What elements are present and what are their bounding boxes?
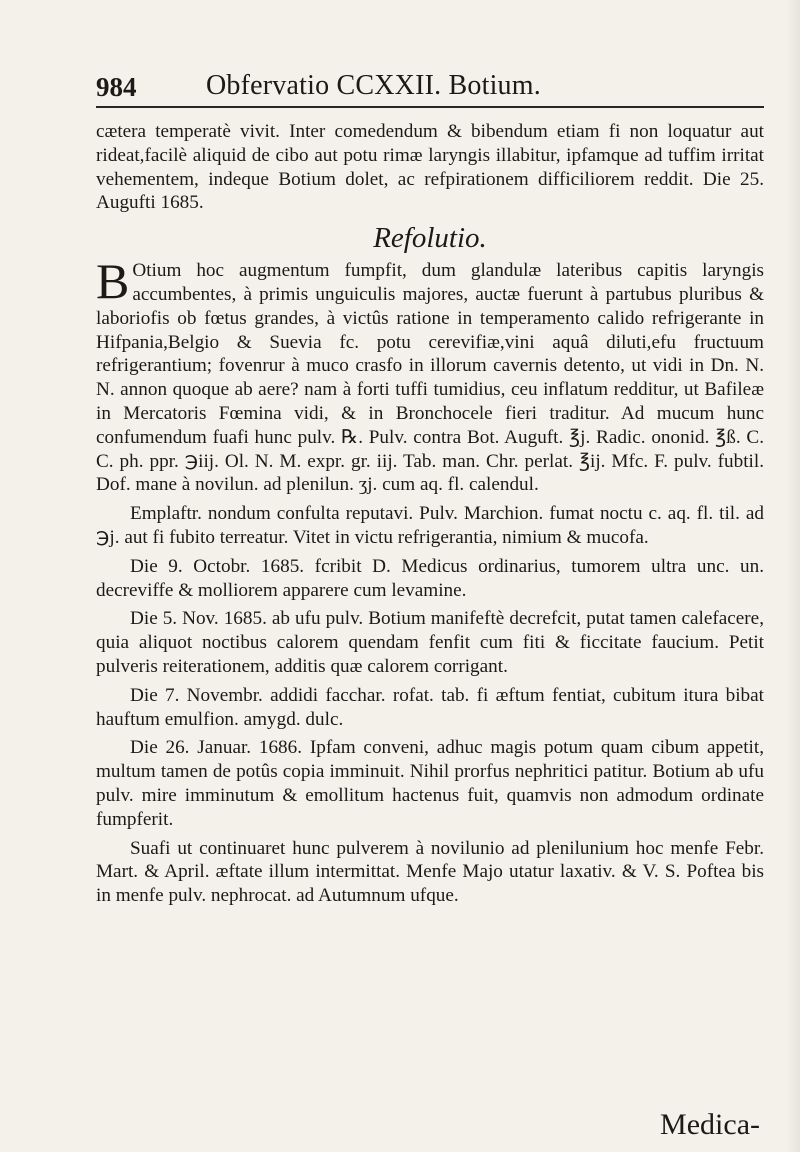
paragraph-emplastrum: Emplaftr. nondum confulta reputavi. Pulv. Marchion. fumat noctu c. aq. fl. til. ad ℈j. aut fi fubito terreatur. Vitet in victu refrigerantia, nimium & mucofa. — [96, 503, 764, 548]
body-text — [96, 120, 764, 908]
page-number: 984 — [96, 72, 137, 102]
paragraph-november-7: Die 7. Novembr. addidi facchar. rofat. tab. fi æftum fentiat, cubitum itura bibat hauftum emulfion. amygd. dulc. — [96, 684, 764, 730]
paragraph-resolutio-text: Otium hoc augmentum fumpfit, dum glandulæ lateribus capitis laryngis accumbentes, à primis unguiculis majores, auctæ fuerunt à partubus pluribus & laboriofis ob fœtus grandes, à victûs ratione in temperamento calido refrigerante in Hifpania,Belgio & Suevia fc. potu cerevifiæ,vini aquâ diluti,efu fructuum refrigerantium; fovenrur à muco crasfo in illorum cavernis detento, ut vidi in Dn. N. N. annon quoque ab aere? nam à forti tuffi tumidius, ceu inflatum redditur, ut Bafileæ in Mercatoris Fœmina vidi, & in Bronchocele fieri traditur. Ad mucum hunc confumendum fuafi hunc pulv. ℞. Pulv. contra Bot. Auguft. ℥j. Radic. ononid. ℥ß. C. C. ph. ppr. ℈iij. Ol. N. M. expr. gr. iij. Tab. man. Chr. perlat. ℥ij. Mfc. F. pulv. fubtil. Dof. mane à novilun. ad plenilun. ʒj. cum aq. fl. calendul. — [96, 260, 764, 496]
paragraph-january: Die 26. Januar. 1686. Ipfam conveni, adhuc magis potum quam cibum appetit, multum tamen de potûs copia imminuit. Nihil prorfus nephritici patitur. Botium ab ufu pulv. mire imminutum & emollitum hactenus fuit, quamvis non admodum ordinate fumpferit. — [96, 737, 764, 830]
paragraph-november-5: Die 5. Nov. 1685. ab ufu pulv. Botium manifeftè decrefcit, putat tamen calefacere, quia aliquot noctibus calorem quendam fenfit cum fiti & ficcitate faucium. Petit pulveris reiterationem, additis quæ calorem corrigant. — [96, 608, 764, 677]
paragraph-advice: Suafi ut continuaret hunc pulverem à novilunio ad plenilunium hoc menfe Febr. Mart. & April. æftate illum intermittat. Menfe Majo utatur laxativ. & V. S. Poftea bis in menfe pulv. nephrocat. ad Autumnum ufque. — [96, 837, 764, 907]
paragraph-opening: cætera temperatè vivit. Inter comedendum & bibendum etiam fi non loquatur aut rideat,facilè aliquid de cibo aut potu rimæ laryngis illabitur, ipfamque ad tuffim irritat vehementem, indeque Botium dolet, ac refpirationem difficiliorem reddit. Die 25. Augufti 1685. — [96, 121, 764, 214]
drop-cap: B — [96, 253, 130, 310]
page-header — [96, 64, 764, 108]
running-head: Obfervatio CCXXII. Botium. — [206, 70, 541, 101]
paragraph-october: Die 9. Octobr. 1685. fcribit D. Medicus ordinarius, tumorem ultra unc. un. decreviffe & molliorem apparere cum levamine. — [96, 555, 764, 601]
section-heading: Refolutio. — [373, 222, 487, 255]
catchword: Medica- — [660, 1108, 760, 1141]
page-edge-shadow — [786, 0, 800, 1152]
paragraph-resolutio — [96, 253, 764, 497]
